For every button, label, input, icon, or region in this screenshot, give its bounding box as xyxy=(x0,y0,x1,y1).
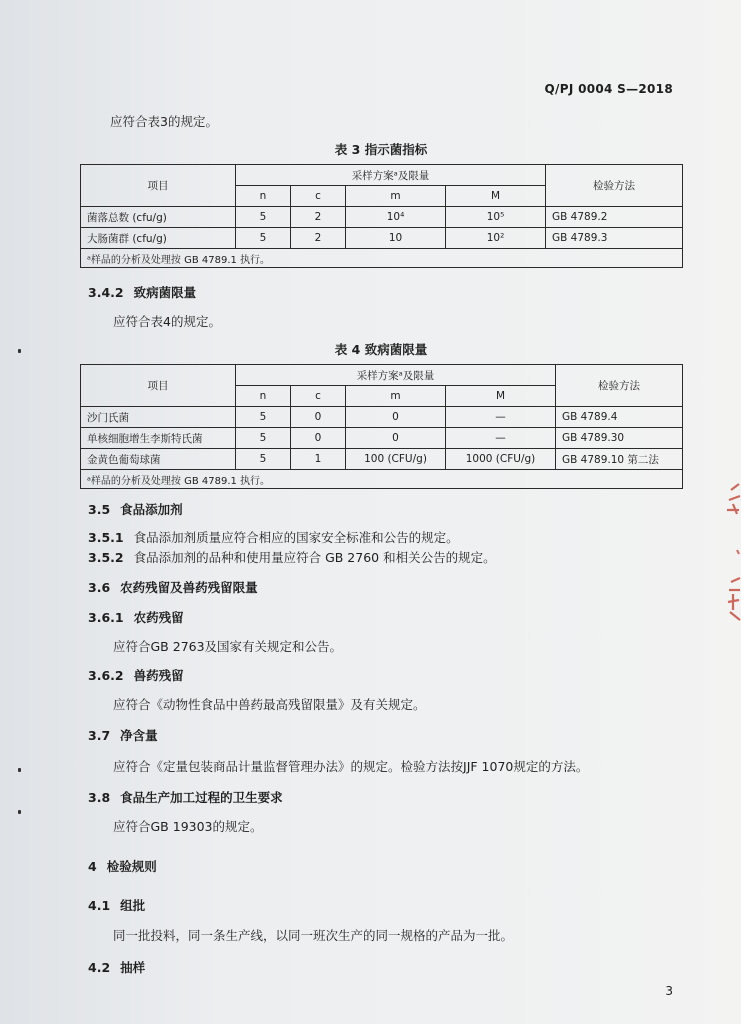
section-number: 3.6 xyxy=(88,580,111,595)
section-3-6-2-heading xyxy=(88,666,184,684)
cell-m: 100 (CFU/g) xyxy=(346,449,446,470)
cell-item: 沙门氏菌 xyxy=(81,407,236,428)
section-body: 食品添加剂质量应符合相应的国家安全标准和公告的规定。 xyxy=(133,530,459,545)
section-title: 抽样 xyxy=(120,960,146,975)
table4-header-plan: 采样方案ᵃ及限量 xyxy=(236,365,556,386)
table4-sub-m: m xyxy=(346,386,446,407)
section-4-heading xyxy=(88,857,157,875)
table3-header-method: 检验方法 xyxy=(546,165,683,207)
red-seal-fragment xyxy=(719,470,741,630)
section-3-7-heading xyxy=(88,726,158,744)
cell-m: 0 xyxy=(346,428,446,449)
table3-caption: 表 3 指示菌指标 xyxy=(334,142,428,157)
section-number: 3.6.2 xyxy=(88,668,124,683)
table3-sub-m: m xyxy=(346,186,446,207)
section-title: 致病菌限量 xyxy=(133,285,197,300)
cell-M: — xyxy=(446,428,556,449)
cell-c: 2 xyxy=(291,228,346,249)
table4-caption: 表 4 致病菌限量 xyxy=(334,342,428,357)
scan-mark xyxy=(18,349,21,353)
cell-n: 5 xyxy=(236,407,291,428)
section-body: 食品添加剂的品种和使用量应符合 GB 2760 和相关公告的规定。 xyxy=(133,550,496,565)
cell-method: GB 4789.4 xyxy=(556,407,683,428)
section-title: 检验规则 xyxy=(106,859,157,874)
section-number: 3.5 xyxy=(88,502,111,517)
cell-c: 0 xyxy=(291,428,346,449)
cell-n: 5 xyxy=(236,428,291,449)
table4 xyxy=(80,364,683,489)
section-4-1-heading xyxy=(88,896,145,914)
table3-sub-c: c xyxy=(291,186,346,207)
table3-note: ᵃ样品的分析及处理按 GB 4789.1 执行。 xyxy=(81,249,683,268)
section-3-8-heading xyxy=(88,788,283,806)
section-title: 农药残留及兽药残留限量 xyxy=(120,580,258,595)
section-3-5-2 xyxy=(88,548,496,566)
cell-M: — xyxy=(446,407,556,428)
section-4-2-heading xyxy=(88,958,145,976)
section-3-7-body: 应符合《定量包装商品计量监督管理办法》的规定。检验方法按JJF 1070规定的方法。 xyxy=(113,759,589,774)
cell-n: 5 xyxy=(236,449,291,470)
cell-n: 5 xyxy=(236,228,291,249)
section-number: 3.6.1 xyxy=(88,610,124,625)
cell-n: 5 xyxy=(236,207,291,228)
cell-method: GB 4789.3 xyxy=(546,228,683,249)
table4-sub-n: n xyxy=(236,386,291,407)
table3 xyxy=(80,164,683,268)
section-3-5-1 xyxy=(88,528,459,546)
cell-m: 10 xyxy=(346,228,446,249)
cell-item: 金黄色葡萄球菌 xyxy=(81,449,236,470)
section-3-6-heading xyxy=(88,578,258,596)
section-title: 兽药残留 xyxy=(133,668,184,683)
scan-mark xyxy=(18,768,21,772)
table4-note: ᵃ样品的分析及处理按 GB 4789.1 执行。 xyxy=(81,470,683,489)
cell-m: 0 xyxy=(346,407,446,428)
section-3-6-2-body: 应符合《动物性食品中兽药最高残留限量》及有关规定。 xyxy=(113,697,426,712)
section-number: 4 xyxy=(88,859,97,874)
table-row xyxy=(81,428,683,449)
section-number: 4.1 xyxy=(88,898,111,913)
table3-header-plan: 采样方案ᵃ及限量 xyxy=(236,165,546,186)
section-title: 农药残留 xyxy=(133,610,184,625)
cell-M: 10⁵ xyxy=(446,207,546,228)
cell-m: 10⁴ xyxy=(346,207,446,228)
table3-sub-M: M xyxy=(446,186,546,207)
table4-header-method: 检验方法 xyxy=(556,365,683,407)
section-title: 食品添加剂 xyxy=(120,502,183,517)
cell-c: 1 xyxy=(291,449,346,470)
section-title: 净含量 xyxy=(120,728,158,743)
page-number: 3 xyxy=(665,984,673,998)
table3-sub-n: n xyxy=(236,186,291,207)
section-number: 3.5.1 xyxy=(88,530,124,545)
cell-c: 2 xyxy=(291,207,346,228)
section-number: 3.7 xyxy=(88,728,111,743)
section-title: 食品生产加工过程的卫生要求 xyxy=(120,790,283,805)
section-number: 3.8 xyxy=(88,790,111,805)
table4-header-item: 项目 xyxy=(81,365,236,407)
cell-item: 大肠菌群 (cfu/g) xyxy=(81,228,236,249)
section-3-8-body: 应符合GB 19303的规定。 xyxy=(113,819,263,834)
section-3-6-1-body: 应符合GB 2763及国家有关规定和公告。 xyxy=(113,639,343,654)
section-number: 3.4.2 xyxy=(88,285,124,300)
section-3-6-1-heading xyxy=(88,608,184,626)
cell-method: GB 4789.30 xyxy=(556,428,683,449)
table4-sub-c: c xyxy=(291,386,346,407)
section-3-5-heading xyxy=(88,500,183,518)
table-row xyxy=(81,228,683,249)
cell-M: 1000 (CFU/g) xyxy=(446,449,556,470)
table-row xyxy=(81,407,683,428)
section-title: 组批 xyxy=(120,898,146,913)
section-3-4-2-body: 应符合表4的规定。 xyxy=(113,314,221,329)
section-4-1-body: 同一批投料，同一条生产线，以同一班次生产的同一规格的产品为一批。 xyxy=(113,928,514,943)
document-code: Q/PJ 0004 S—2018 xyxy=(544,82,673,96)
table-row xyxy=(81,449,683,470)
scan-mark xyxy=(18,810,21,814)
table4-sub-M: M xyxy=(446,386,556,407)
cell-item: 单核细胞增生李斯特氏菌 xyxy=(81,428,236,449)
cell-c: 0 xyxy=(291,407,346,428)
section-number: 4.2 xyxy=(88,960,111,975)
intro-line: 应符合表3的规定。 xyxy=(110,114,218,129)
cell-method: GB 4789.10 第二法 xyxy=(556,449,683,470)
cell-method: GB 4789.2 xyxy=(546,207,683,228)
table3-header-item: 项目 xyxy=(81,165,236,207)
section-3-4-2-heading xyxy=(88,283,196,301)
section-number: 3.5.2 xyxy=(88,550,124,565)
cell-item: 菌落总数 (cfu/g) xyxy=(81,207,236,228)
cell-M: 10² xyxy=(446,228,546,249)
table-row xyxy=(81,207,683,228)
